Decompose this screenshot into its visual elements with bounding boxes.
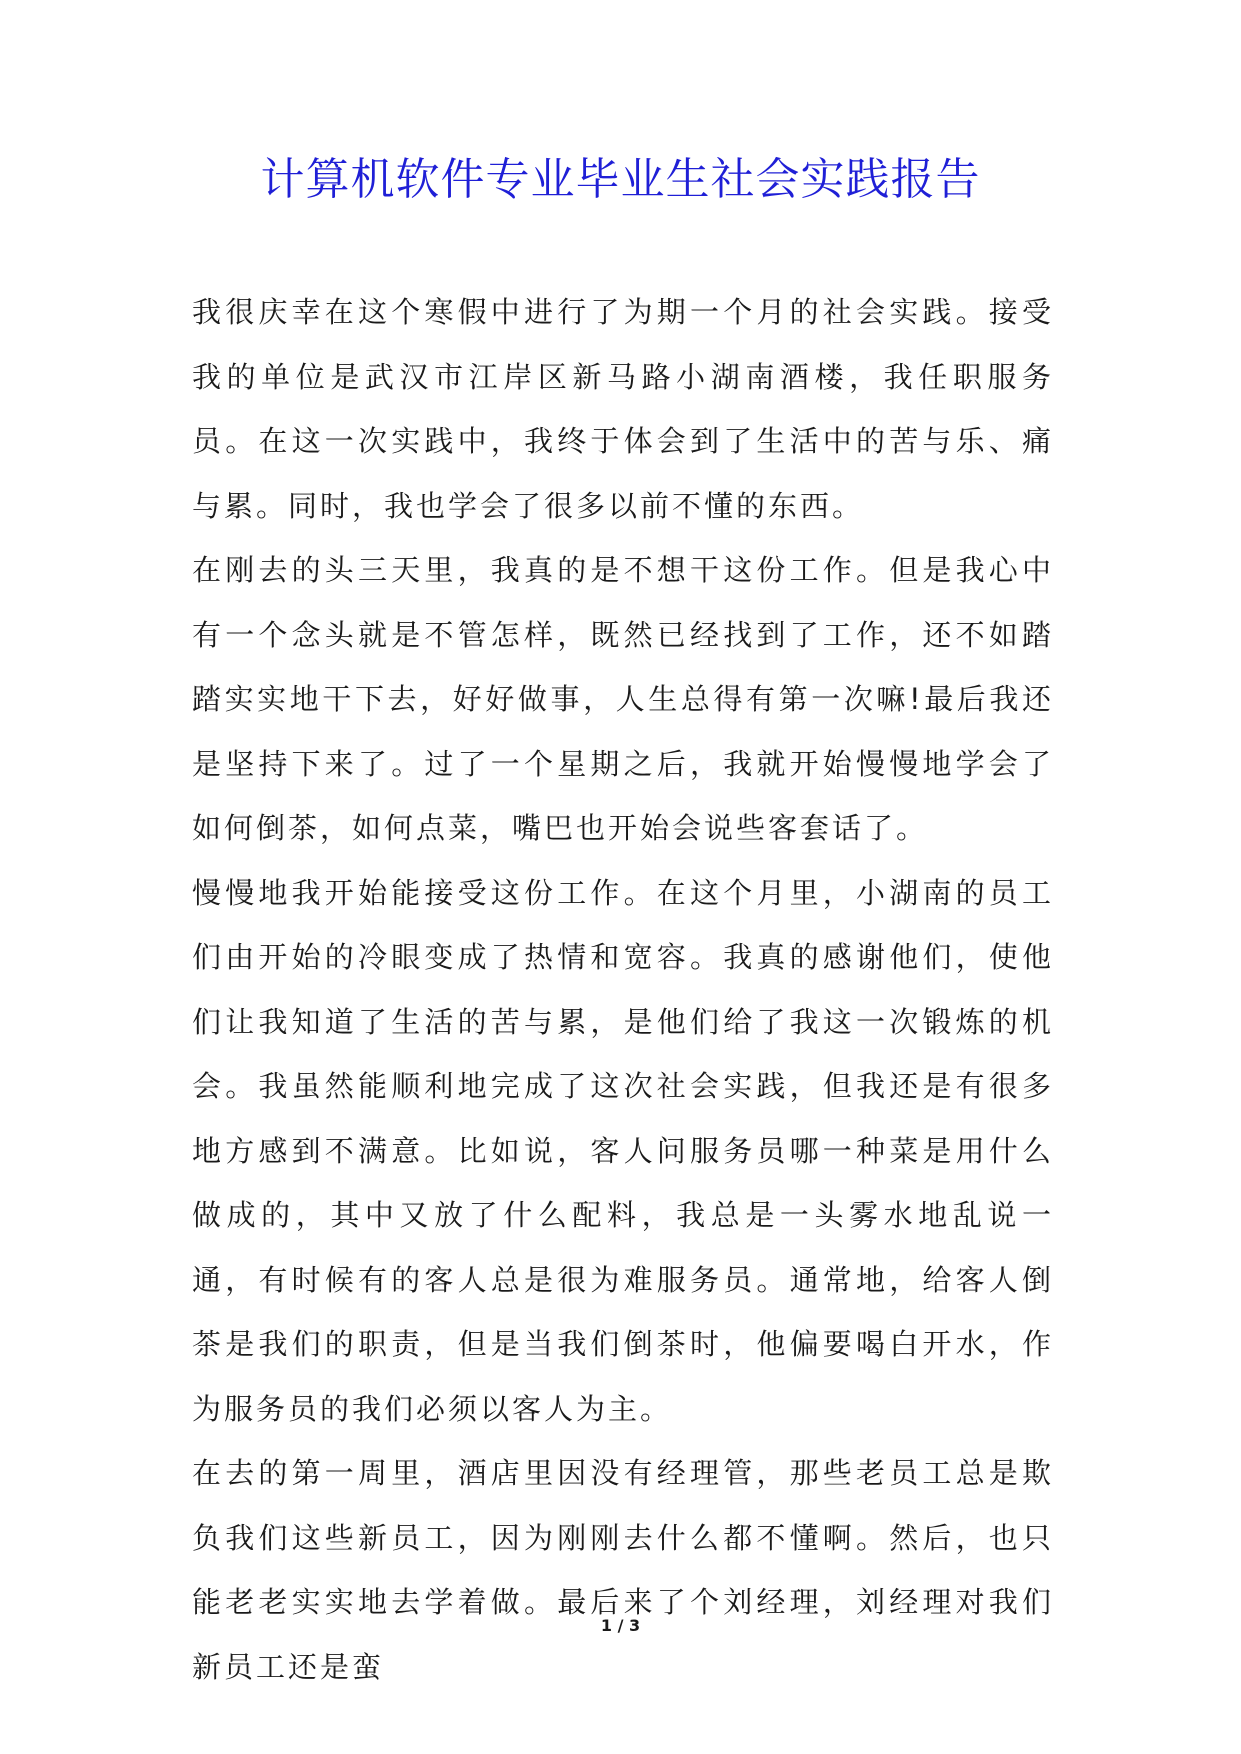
page-number: 1 / 3: [600, 1616, 641, 1635]
paragraph: 在去的第一周里，酒店里因没有经理管，那些老员工总是欺负我们这些新员工，因为刚刚去什么都不懂啊。然后，也只能老老实实地去学着做。最后来了个刘经理，刘经理对我们新员工还是蛮: [192, 1456, 1054, 1684]
paragraph: 我很庆幸在这个寒假中进行了为期一个月的社会实践。接受我的单位是武汉市江岸区新马路小湖南酒楼，我任职服务员。在这一次实践中，我终于体会到了生活中的苦与乐、痛与累。同时，我也学会了很多以前不懂的东西。: [192, 295, 1054, 523]
paragraph: 在刚去的头三天里，我真的是不想干这份工作。但是我心中有一个念头就是不管怎样，既然已经找到了工作，还不如踏踏实实地干下去，好好做事，人生总得有第一次嘛!最后我还是坚持下来了。过了一个星期之后，我就开始慢慢地学会了如何倒茶，如何点菜，嘴巴也开始会说些客套话了。: [192, 553, 1054, 845]
document-body: [192, 280, 1054, 1699]
document-title: 计算机软件专业毕业生社会实践报告: [260, 154, 981, 205]
paragraph: 慢慢地我开始能接受这份工作。在这个月里，小湖南的员工们由开始的冷眼变成了热情和宽容。我真的感谢他们，使他们让我知道了生活的苦与累，是他们给了我这一次锻炼的机会。我虽然能顺利地完成了这次社会实践，但我还是有很多地方感到不满意。比如说，客人问服务员哪一种菜是用什么做成的，其中又放了什么配料，我总是一头雾水地乱说一通，有时候有的客人总是很为难服务员。通常地，给客人倒茶是我们的职责，但是当我们倒茶时，他偏要喝白开水，作为服务员的我们必须以客人为主。: [192, 875, 1054, 1426]
